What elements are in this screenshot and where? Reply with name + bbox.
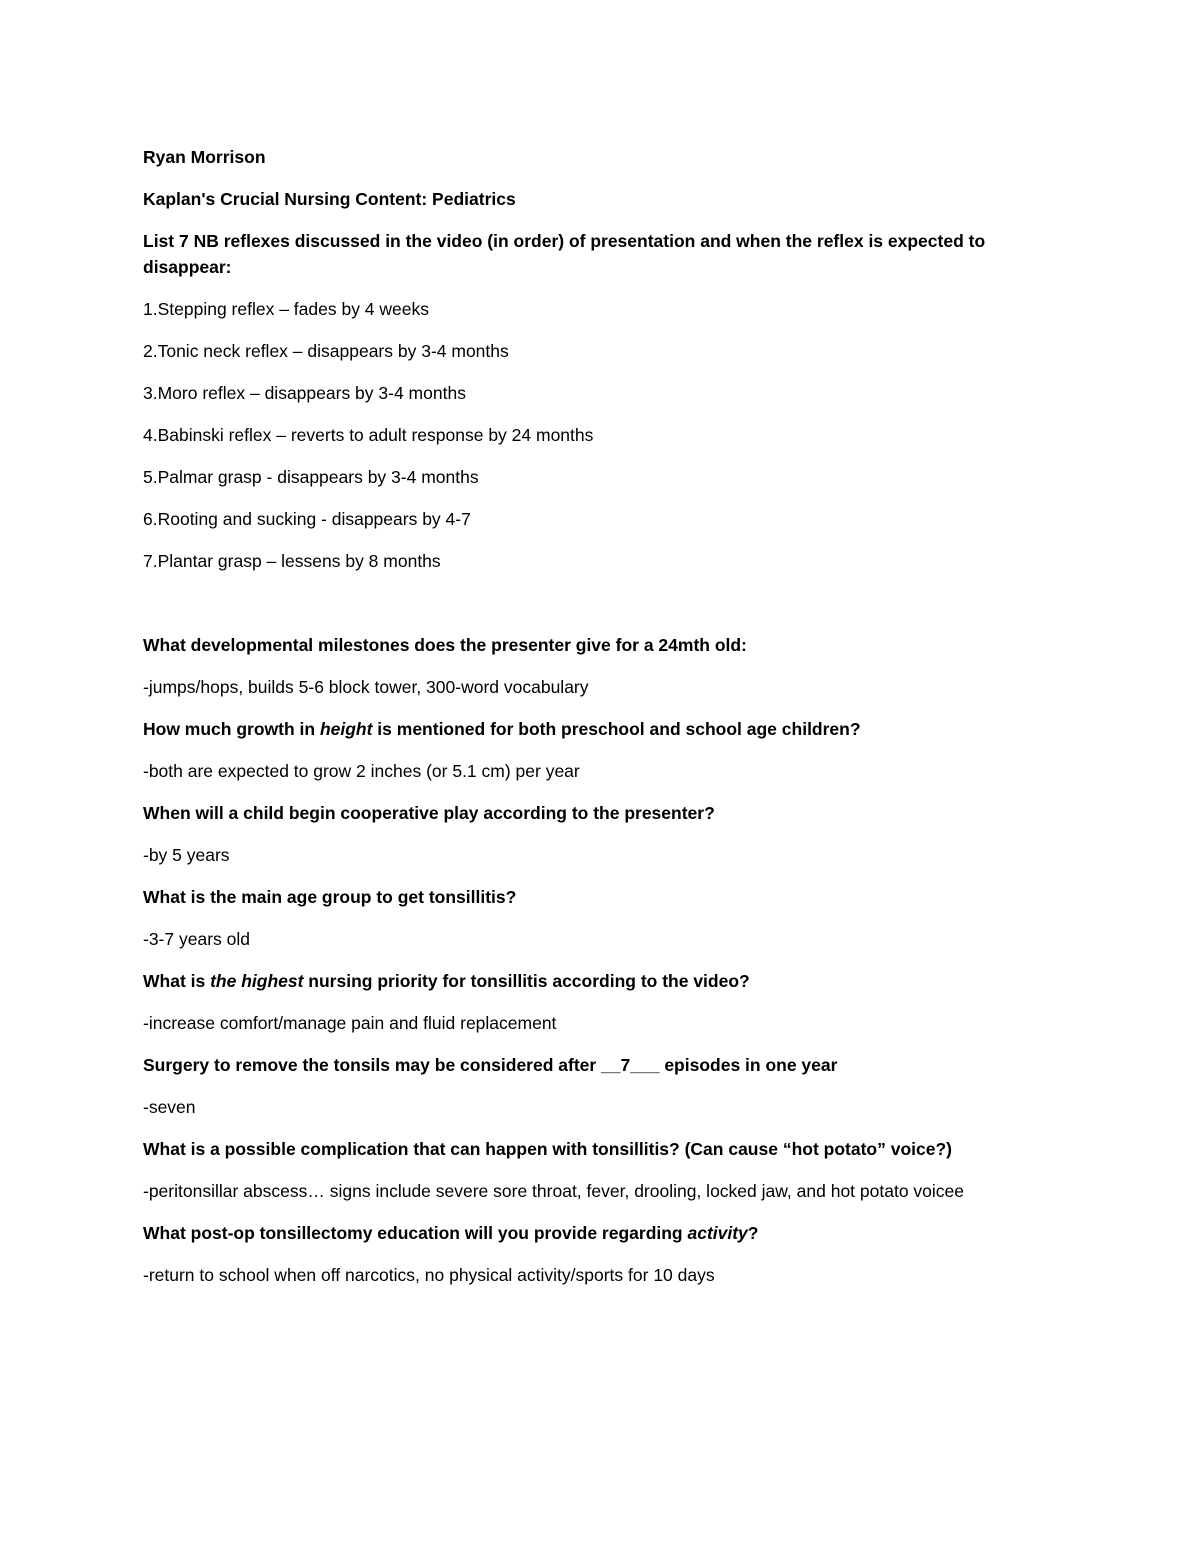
question-emphasis: height (319, 719, 373, 739)
answer-milestones: -jumps/hops, builds 5-6 block tower, 300-word vocabulary (143, 677, 589, 697)
reflex-item: 6.Rooting and sucking - disappears by 4-7 (143, 509, 471, 529)
reflex-item: 4.Babinski reflex – reverts to adult response by 24 months (143, 425, 594, 445)
reflex-item: 5.Palmar grasp - disappears by 3-4 months (143, 467, 479, 487)
question-nursing-priority (143, 968, 1063, 994)
question-text: What post-op tonsillectomy education will you provide regarding (143, 1223, 688, 1243)
question-text: nursing priority for tonsillitis according to the video? (303, 971, 750, 991)
author-name: Ryan Morrison (143, 147, 266, 167)
question-text: What is (143, 971, 211, 991)
question-height-growth (143, 716, 1063, 742)
question-text: ? (747, 1223, 759, 1243)
question-surgery: Surgery to remove the tonsils may be considered after __7___ episodes in one year (143, 1055, 838, 1075)
document-body (143, 144, 1063, 1304)
reflex-item: 7.Plantar grasp – lessens by 8 months (143, 551, 441, 571)
course-title: Kaplan's Crucial Nursing Content: Pediatrics (143, 189, 516, 209)
reflex-item: 1.Stepping reflex – fades by 4 weeks (143, 299, 430, 319)
question-emphasis: the highest (210, 971, 304, 991)
answer-nursing-priority: -increase comfort/manage pain and fluid replacement (143, 1013, 557, 1033)
question-emphasis: activity (687, 1223, 748, 1243)
spacer (143, 590, 1063, 632)
answer-tonsillitis-age: -3-7 years old (143, 929, 250, 949)
question-milestones: What developmental milestones does the presenter give for a 24mth old: (143, 635, 747, 655)
answer-surgery: -seven (143, 1097, 196, 1117)
question-text: How much growth in (143, 719, 320, 739)
reflex-question: List 7 NB reflexes discussed in the video (in order) of presentation and when the reflex is expected to disappear: (143, 231, 986, 277)
answer-post-op-activity: -return to school when off narcotics, no physical activity/sports for 10 days (143, 1265, 715, 1285)
question-text: is mentioned for both preschool and school age children? (372, 719, 861, 739)
question-complication: What is a possible complication that can happen with tonsillitis? (Can cause “hot potato” voice?) (143, 1139, 952, 1159)
question-post-op-activity (143, 1220, 1063, 1246)
question-cooperative-play: When will a child begin cooperative play according to the presenter? (143, 803, 715, 823)
reflex-item: 3.Moro reflex – disappears by 3-4 months (143, 383, 466, 403)
question-tonsillitis-age: What is the main age group to get tonsillitis? (143, 887, 517, 907)
answer-height-growth: -both are expected to grow 2 inches (or 5.1 cm) per year (143, 761, 580, 781)
answer-complication: -peritonsillar abscess… signs include severe sore throat, fever, drooling, locked jaw, and hot potato voicee (143, 1181, 965, 1201)
reflex-item: 2.Tonic neck reflex – disappears by 3-4 months (143, 341, 509, 361)
answer-cooperative-play: -by 5 years (143, 845, 230, 865)
